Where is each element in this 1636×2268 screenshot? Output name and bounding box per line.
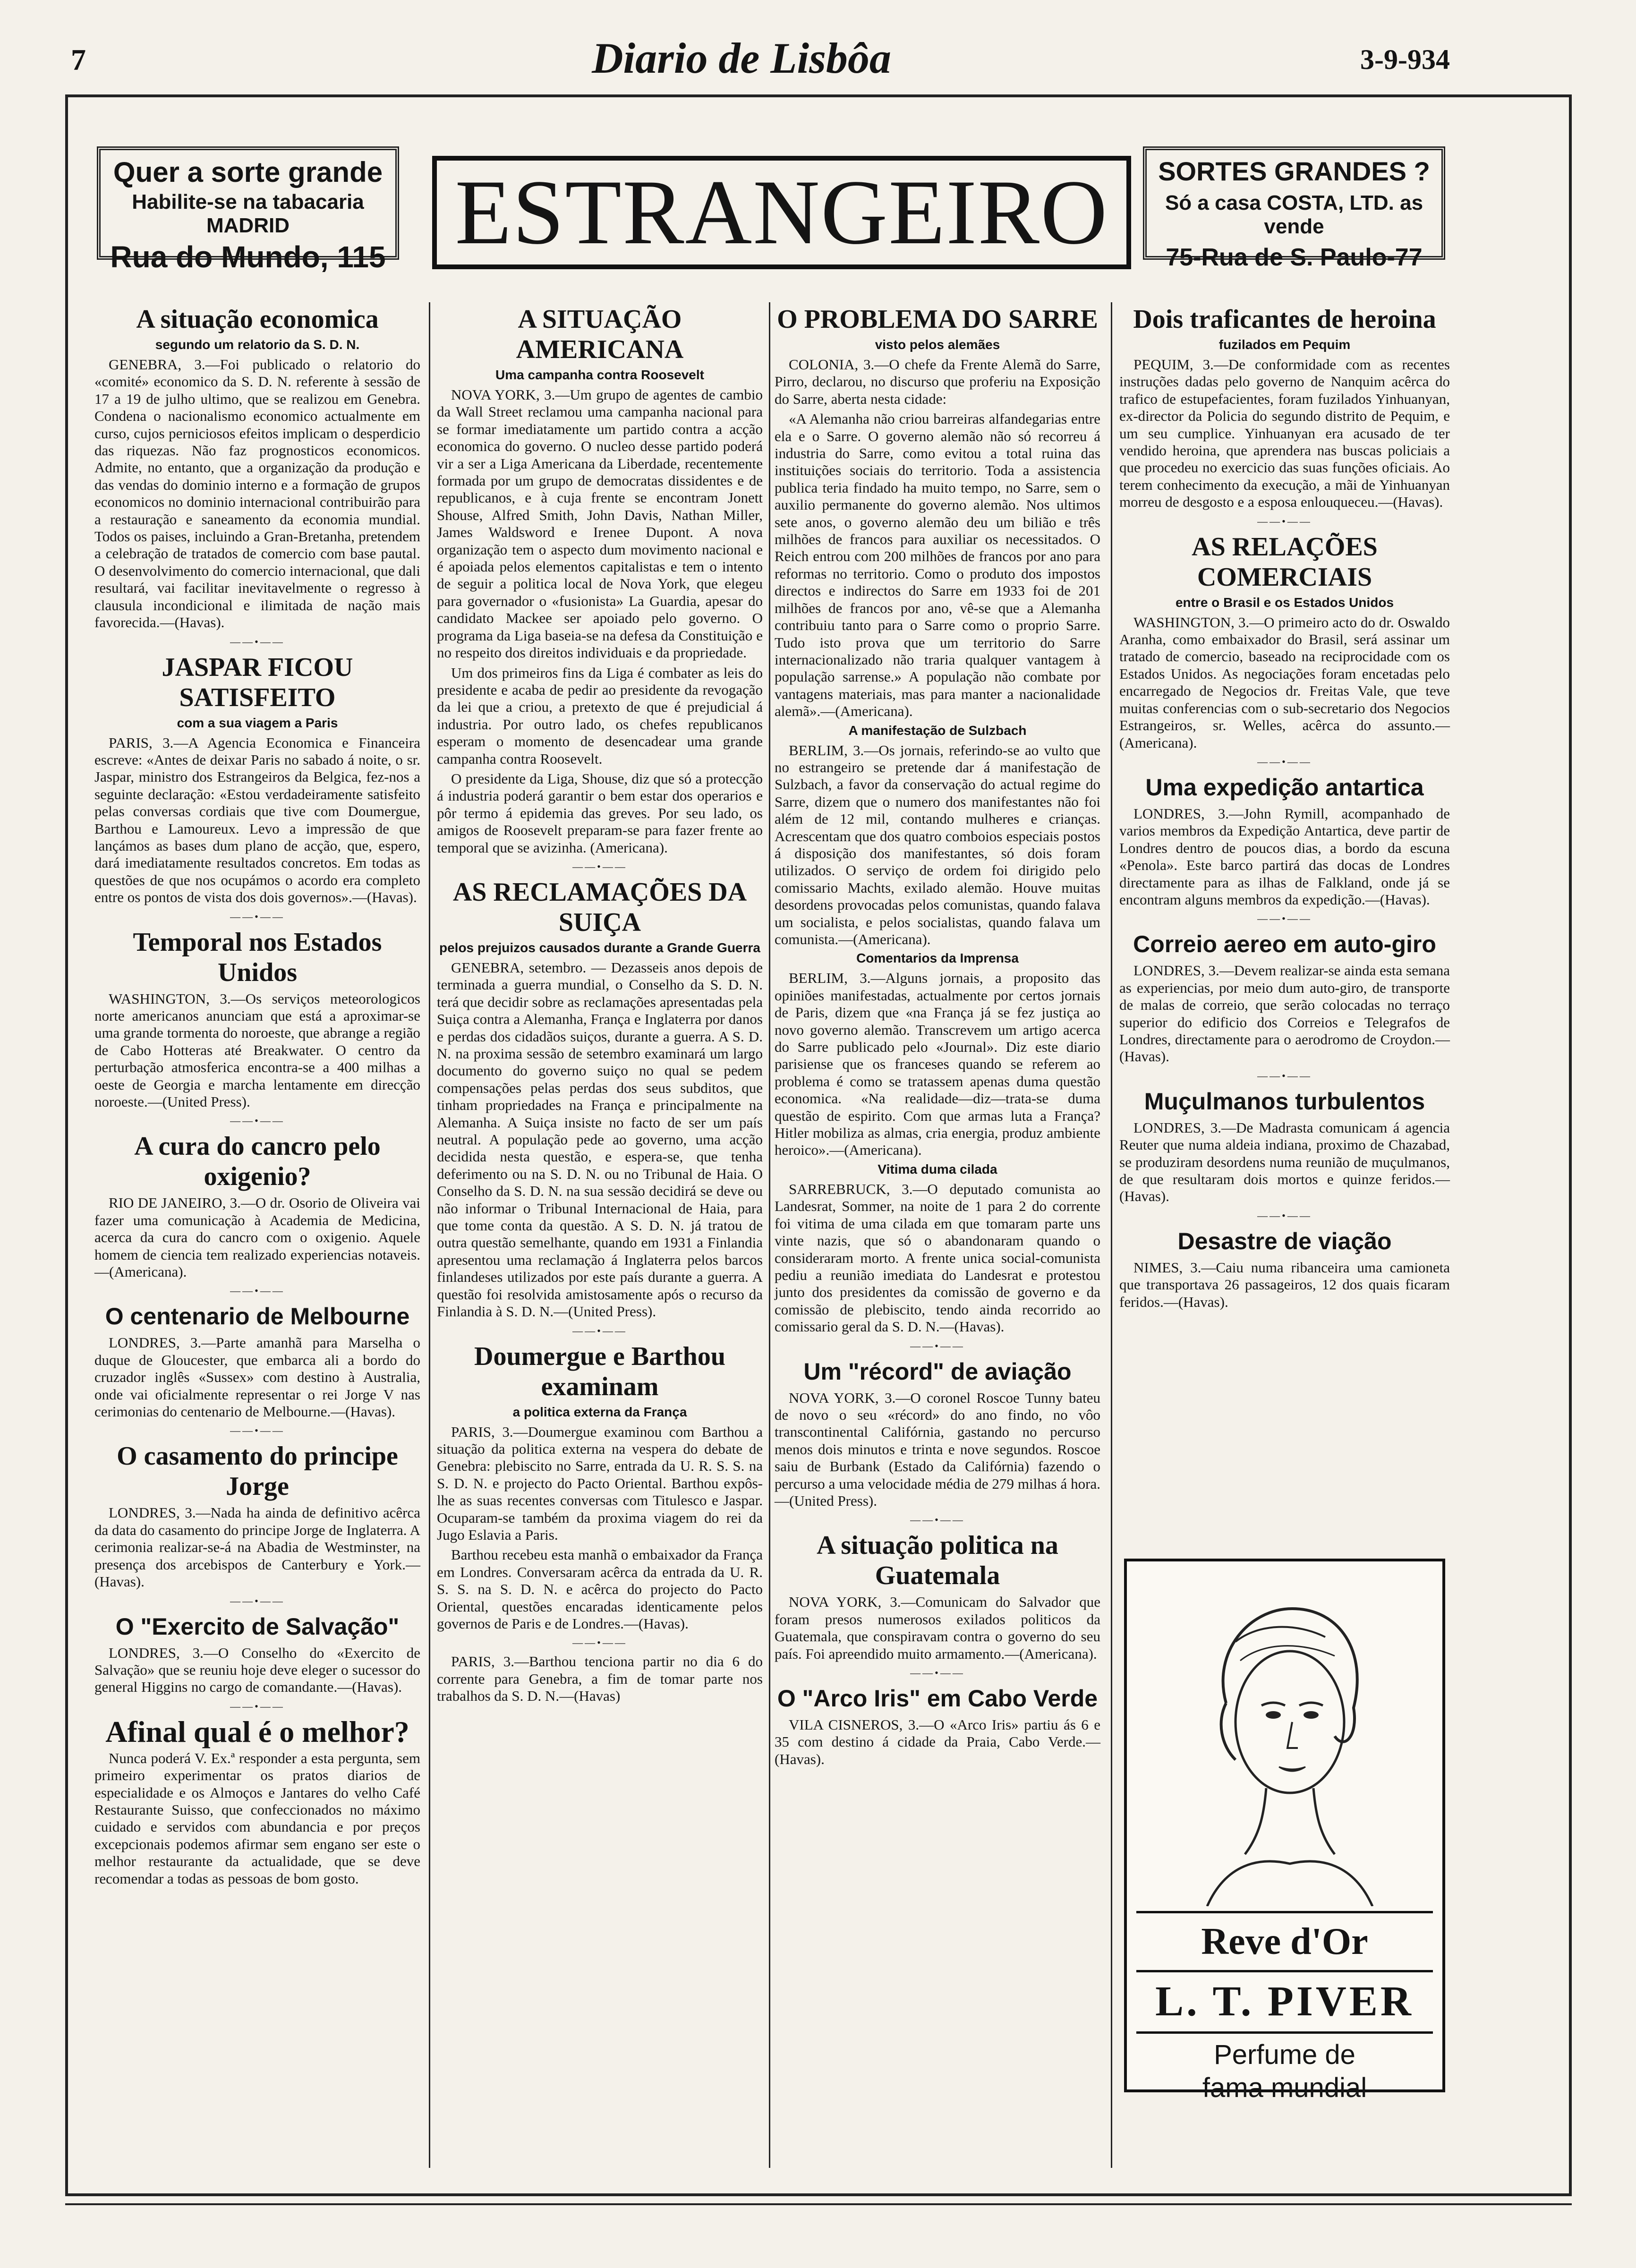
separator: ——•—— xyxy=(910,1667,965,1679)
article-body: O presidente da Liga, Shouse, diz que só a protecção á industria poderá garantir o bem estar dos operarios e pôr termo á epidemia das greves. Por seu lado, os amigos de Roosevelt preparam-se para fazer frente ao temporal que se avizinha. (Americana). xyxy=(437,770,763,856)
article-swiss-claims xyxy=(437,877,763,1321)
column-3 xyxy=(775,302,1100,1771)
newspaper-masthead: Diario de Lisbôa xyxy=(592,34,891,82)
column-4 xyxy=(1119,302,1450,1313)
article-commercial-relations xyxy=(1119,532,1450,751)
perfume-maker: L. T. PIVER xyxy=(1155,1978,1414,2025)
article-body: Barthou recebeu esta manhã o embaixador da França em Londres. Conversaram acêrca da entrada da U. R. S. S. na S. D. N. e acêrca do projecto do Pacto Oriental, questões encaradas identicamente pelos governos de Paris e de Londres.—(Havas). xyxy=(437,1546,763,1632)
perfume-tagline xyxy=(1127,2038,1442,2105)
ad-address: Rua do Mundo, 115 xyxy=(110,240,386,274)
page-bottom-rule xyxy=(65,2203,1572,2205)
article-body: BERLIM, 3.—Alguns jornais, a proposito das opiniões manifestadas, actualmente por certos jornais de Paris, dizem que «na França já se fez justiça ao novo governo alemão. Transcrevem um artigo acerca do Sarre publicado pelo «Journal». Diz este diario parisiense que os franceses quando se referem ao problema é como se tratassem apenas duma questão economica. «Na realidade—diz—trata-se duma questão de espirito. Com que armas luta a França? Hitler mobiliza as almas, cria energia, produz ambiente heroico».—(Americana). xyxy=(775,970,1100,1159)
headline: Desastre de viação xyxy=(1177,1228,1392,1254)
article-press-comments xyxy=(775,951,1100,1159)
ad-rule xyxy=(1136,1911,1433,1913)
headline: Correio aereo em auto-giro xyxy=(1133,931,1436,958)
column-divider xyxy=(429,302,430,2168)
article-arco-iris xyxy=(775,1683,1100,1768)
column-divider xyxy=(1111,302,1112,2168)
headline: O PROBLEMA DO SARRE xyxy=(777,305,1098,334)
article-body: PARIS, 3.—Barthou tenciona partir no dia 6 do corrente para Genebra, a fim de tomar parte nos trabalhos da S. D. N.—(Havas) xyxy=(437,1653,763,1705)
ad-headline: Quer a sorte grande xyxy=(113,156,383,188)
article-american-situation xyxy=(437,304,763,856)
separator: ——•—— xyxy=(572,1324,627,1337)
separator: ——•—— xyxy=(910,1339,965,1352)
article-body: LONDRES, 3.—Devem realizar-se ainda esta semana as experiencias, por meio dum auto-giro, de transporte de malas de correio, que serão colocadas no terraço superior do edificio dos Correios e Telegrafos de Londres, directamente para o aerodromo de Croydon.—(Havas). xyxy=(1119,962,1450,1065)
article-autogiro-mail xyxy=(1119,929,1450,1065)
article-body: LONDRES, 3.—O Conselho do «Exercito de Salvação» que se reuniu hoje deve eleger o sucessor do general Higgins no cargo de comandante.—(Havas). xyxy=(94,1644,420,1696)
article-body: GENEBRA, 3.—Foi publicado o relatorio do «comité» economico da S. D. N. referente à sessão de 17 a 19 de julho ultimo, que se realizou em Genebra. Condena o nacionalismo economico actualmente em curso, cujos perniciosos efeitos implicam o desperdicio das riquezas. Não faz prognosticos economicos. Admite, no entanto, que a organização da produção e das vendas do dominio interno e a formação de grupos economicos no dominio internacional contribuirão para a restauração e saneamento da economia mundial. Todos os paises, incluindo a Gran-Bretanha, pretendem a celebração de tratados de comercio com base pautal. O desenvolvimento do comercio internacional, que dali resultará, vai facilitar inevitavelmente o regresso à clausula incondicional e ilimitada de nação mais favorecida.—(Havas). xyxy=(94,356,420,631)
separator: ——•—— xyxy=(1257,1069,1312,1082)
article-body: NIMES, 3.—Caiu numa ribanceira uma camioneta que transportava 26 passageiros, 12 dos quais ficaram feridos.—(Havas). xyxy=(1119,1259,1450,1310)
separator: ——•—— xyxy=(230,1594,285,1607)
article-body: Um dos primeiros fins da Liga é combater as leis do presidente e acaba de pedir ao presidente da revogação da lei que a criou, a pretexto de que é prejudicial á industria. Por outro lado, os chefes republicanos esperam o momento de desencadear uma grande campanha contra Roosevelt. xyxy=(437,664,763,767)
article-body: NOVA YORK, 3.—Um grupo de agentes de cambio da Wall Street reclamou uma campanha nacional para se formar imediatamente um partido contra a acção economica do governo. O nucleo desse partido poderá vir a ser a Liga Americana da Liberdade, recentemente formada por um grupo de democratas dissidentes e de republicanos, e à cuja frente se encontram Jonett Shouse, Alfred Smith, John Davis, Nathan Miller, James Waldsword e Irenee Dupont. A nova organização tem o aspecto dum movimento nacional e é apoiada pelos elementos capitalistas e tem o intento de seguir a politica local de Nova York, que elegeu para governador o «fusionista» La Guardia, apesar do candidato Mackee ser apoiado pelo governo. O programa da Liga baseia-se na defesa da Constituição e no respeito dos direitos individuais e da propriedade. xyxy=(437,386,763,661)
headline: Dois traficantes de heroina xyxy=(1133,305,1436,334)
separator: ——•—— xyxy=(230,1115,285,1127)
article-body: WASHINGTON, 3.—Os serviços meteorologicos norte americanos anunciam que está a aproximar-se uma grande tormenta do noroeste, que abrange a região de Cabo Hotteras até Breakwater. O centro da perturbação atmosferica encontra-se a 400 milhas a oeste de Georgia e marcha lentamente em direcção noroeste.—(United Press). xyxy=(94,990,420,1110)
article-saar-problem xyxy=(775,304,1100,720)
article-body: RIO DE JANEIRO, 3.—O dr. Osorio de Oliveira vai fazer uma comunicação à Academia de Medicina, acerca da cura do cancro com o oxigenio. Aquele homem de ciencia tem realizado experiencias notaveis.—(Americana). xyxy=(94,1194,420,1280)
article-body: Nunca poderá V. Ex.ª responder a esta pergunta, sem primeiro experimentar os pratos diarios de especialidade e os Almoços e Jantares do velho Café Restaurante Suisso, que confeccionados no máximo cuidado e servidos com abundancia e por preços excepcionais podemos afirmar sem engano ser este o melhor restaurante da actualidade, que se deve recomendar a todas as pessoas de bom gosto. xyxy=(94,1749,420,1887)
headline: AS RECLAMAÇÕES DA SUIÇA xyxy=(452,877,747,937)
headline: O "Arco Iris" em Cabo Verde xyxy=(777,1685,1098,1712)
subheadline: fuzilados em Pequim xyxy=(1218,337,1351,352)
lottery-ad-costa xyxy=(1143,146,1445,271)
article-body: PARIS, 3.—A Agencia Economica e Financeira escreve: «Antes de deixar Paris no sabado á noite, o sr. Jaspar, ministro dos Estrangeiros da Belgica, fez-nos a seguinte declaração: «Estou verdadeiramente satisfeito pelas conversas cordiais que tive com Doumergue, Barthou e Lamoureux. Levo a impressão de que lançámos as bases dum plano de acção, que, espero, dará imediatamente resultados concretos. Em todas as questões de que nos ocupámos o acordo era completo entre os pontos de vista dos dois governos».—(Havas). xyxy=(94,734,420,906)
article-road-accident xyxy=(1119,1226,1450,1311)
article-economic-situation xyxy=(94,304,420,631)
ad-rule xyxy=(1136,2031,1433,2034)
subheadline: com a sua viagem a Paris xyxy=(177,715,338,730)
headline: O "Exercito de Salvação" xyxy=(115,1613,400,1640)
article-heroin-traffickers xyxy=(1119,304,1450,511)
separator: ——•—— xyxy=(1257,912,1312,925)
article-body: COLONIA, 3.—O chefe da Frente Alemã do Sarre, Pirro, declarou, no discurso que proferiu na Exposição do Sarre, aberta nesta cidade: xyxy=(775,356,1100,407)
headline: Uma expedição antartica xyxy=(1145,774,1424,801)
tagline-line-1: Perfume de xyxy=(1214,2039,1355,2070)
headline: AS RELAÇÕES COMERCIAIS xyxy=(1192,532,1378,592)
headline: Doumergue e Barthou examinam xyxy=(474,1341,725,1401)
headline: Um "récord" de aviação xyxy=(803,1358,1072,1385)
article-melbourne xyxy=(94,1301,420,1420)
headline: A situação economica xyxy=(136,305,379,334)
separator: ——•—— xyxy=(230,1285,285,1297)
subheadline: a politica externa da França xyxy=(512,1404,687,1419)
subheadline: Comentarios da Imprensa xyxy=(856,951,1019,966)
ad-cafe-suisso xyxy=(94,1714,420,1887)
separator: ——•—— xyxy=(230,1424,285,1437)
separator: ——•—— xyxy=(1257,1209,1312,1221)
article-body: BERLIM, 3.—Os jornais, referindo-se ao vulto que no estrangeiro se pretende dar á manifestação de Sulzbach, a favor da conservação do actual regime do Sarre, dizem que o numero dos manifestantes não foi além de 12 mil, contando mulheres e crianças. Acrescentam que dos quatro comboios especiais postos á disposição dos manifestantes, só dois foram utilizados. O serviço de ordem foi dirigido pelo comissario Machts, exilado alemão. Houve muitas desordens provocadas pelos comunistas, quando falava um socialista, e pelos socialistas, quando falava um comunista.—(Americana). xyxy=(775,742,1100,947)
tagline-line-2: fama mundial xyxy=(1202,2072,1367,2103)
article-storm-usa xyxy=(94,927,420,1111)
article-body: WASHINGTON, 3.—O primeiro acto do dr. Oswaldo Aranha, como embaixador do Brasil, será assinar um tratado de comercio, baseado na reciprocidade com os Estados Unidos. As negociações foram encetadas pelo encarregado de Negocios dr. Freitas Vale, que teve muitas conferencias com o sub-secretario dos Negocios Estrangeiros, sr. Welles, acêrca do assunto.—(Americana). xyxy=(1119,614,1450,751)
headline: JASPAR FICOU SATISFEITO xyxy=(162,652,353,712)
article-doumergue-barthou xyxy=(437,1341,763,1705)
headline: A SITUAÇÃO AMERICANA xyxy=(516,305,684,364)
subheadline: Vitima duma cilada xyxy=(878,1161,997,1177)
issue-date: 3-9-934 xyxy=(1360,44,1450,75)
article-body: LONDRES, 3.—Parte amanhã para Marselha o duque de Gloucester, que embarca ali a bordo do cruzador inglês «Sussex» com destino à Australia, onde vai oficialmente representar o rei Jorge V nas cerimonias do centenario de Melbourne.—(Havas). xyxy=(94,1334,420,1420)
perfume-ad xyxy=(1124,1559,1445,2103)
article-ambush-victim xyxy=(775,1162,1100,1336)
section-title: ESTRANGEIRO xyxy=(432,156,1131,269)
article-body: PEQUIM, 3.—De conformidade com as recentes instruções dadas pelo governo de Nanquim acêrca do trafico de estupefacientes, foram fuzilados Yinhuanyan, ex-director da Policia do segundo distrito de Pequim, e um seu cumplice. Yinhuanyan era acusado de ter vendido heroina, que aprendera nas buscas policiais a que procedeu no exercicio das suas funções oficiais. Ao terem conhecimento da execução, a mãi de Yinhuanyan morreu de desgosto e a esposa enlouqueceu.—(Havas). xyxy=(1119,356,1450,511)
article-body: «A Alemanha não criou barreiras alfandegarias entre ela e o Sarre. O governo alemão não só recorreu á industria do Sarre, como evitou a total ruina das instituições sociais do territorio. Toda a assistencia publica teria findado ha muito tempo, no Sarre, sem o auxilio permanente do governo alemão. Nos ultimos sete anos, o governo alemão deu um bilião e três milhões de francos para auxiliar os necessitados. O Reich entrou com 200 milhões de francos por ano para reformas no territorio. Como o produto dos impostos directos e indirectos do Sarre em 1933 foi de 201 milhões de francos por ano, vê-se que a Alemanha contribuiu tanto para o Sarre como o proprio Sarre. Tudo isto prova que um territorio do Sarre internacionalizado não traria qualquer vantagem à população sarrense.» A população não combate por vantagens materiais, mas para manter a nacionalidade alemã».—(Americana). xyxy=(775,410,1100,720)
article-salvation-army xyxy=(94,1611,420,1696)
headline: O casamento do principe Jorge xyxy=(117,1441,398,1501)
separator: ——•—— xyxy=(572,1637,627,1649)
separator: ——•—— xyxy=(572,860,627,872)
article-guatemala xyxy=(775,1530,1100,1663)
headline: A situação politica na Guatemala xyxy=(817,1531,1058,1591)
article-aviation-record xyxy=(775,1356,1100,1510)
article-body: LONDRES, 3.—Nada ha ainda de definitivo acêrca da data do casamento do principe Jorge de Inglaterra. A cerimonia realizar-se-á na Abadia de Westminster, na presença dos arcebispos de Canterbury e York.—(Havas). xyxy=(94,1504,420,1590)
subheadline: entre o Brasil e os Estados Unidos xyxy=(1175,595,1394,610)
article-body: LONDRES, 3.—John Rymill, acompanhado de varios membros da Expedição Antartica, deve partir de Londres dentro de poucos dias, a bordo da escuna «Penola». Este barco partirá das docas de Londres directamente para as ilhas de Falkland, onde já se encontram alguns membros da expedição.—(Havas). xyxy=(1119,805,1450,908)
article-body: NOVA YORK, 3.—Comunicam do Salvador que foram presos numerosos exilados politicos da Guatemala, que conspiravam contra o governo do seu país. Foi apreendido muito armamento.—(Americana). xyxy=(775,1594,1100,1662)
subheadline: segundo um relatorio da S. D. N. xyxy=(155,337,360,352)
separator: ——•—— xyxy=(230,1700,285,1712)
column-1 xyxy=(94,302,420,1890)
separator: ——•—— xyxy=(230,635,285,648)
article-body: PARIS, 3.—Doumergue examinou com Barthou a situação da politica externa na vespera do debate de Genebra: plebiscito no Sarre, entrada da U. R. S. S. na S. D. N. e projecto do Pacto Oriental. Barthou expôs-lhe as suas recentes conversas com Titulesco e Jaspar. Ocuparam-se também da proxima viagem do rei da Jugo Eslavia a Paris. xyxy=(437,1423,763,1543)
article-prince-george xyxy=(94,1441,420,1590)
article-muslims xyxy=(1119,1086,1450,1205)
headline: O centenario de Melbourne xyxy=(105,1303,410,1330)
ad-address: 75-Rua de S. Paulo-77 xyxy=(1166,244,1423,271)
article-body: LONDRES, 3.—De Madrasta comunicam á agencia Reuter que numa aldeia indiana, proximo de Chazabad, se produziram desordens numa reunião de muçulmanos, de que resultaram dois mortos e quinze feridos.—(Havas). xyxy=(1119,1119,1450,1205)
article-body: GENEBRA, setembro. — Dezasseis anos depois de terminada a guerra mundial, o Conselho da S. D. N. terá que decidir sobre as reclamações apresentadas pela Suiça contra a Alemanha, França e Inglaterra por danos e perdas dos cidadãos suiços, durante a guerra. A S. D. N. na proxima sessão de setembro examinará um largo documento do governo suiço no qual se pedem compensações pelas perdas dos seus subditos, que tinham propriedades na França e principalmente na Alemanha. A Suiça insiste no facto de ser um país neutral. A população pede ao governo, uma acção decidida nesta questão, e espera-se, que tenha deferimento ou na S. D. N. ou no Tribunal de Haia. O Conselho da S. D. N. na sua sessão decidirá se deve ou não informar o Tribunal Internacional de Haia, para que tome conta da questão. A S. D. N. já tratou de outra questão semelhante, quando em 1931 a Finlandia apresentou uma reclamação á Inglaterra pelos barcos finlandeses utilizados por este país durante a guerra. A questão foi resolvida amistosamente após o recurso da Finlandia à S. D. N.—(United Press). xyxy=(437,959,763,1320)
woman-portrait-illustration xyxy=(1155,1580,1420,1906)
headline: Afinal qual é o melhor? xyxy=(105,1714,409,1748)
article-cancer-oxygen xyxy=(94,1131,420,1280)
ad-subline: Só a casa COSTA, LTD. as vende xyxy=(1165,191,1423,238)
ad-subline: Habilite-se na tabacaria MADRID xyxy=(132,190,364,237)
ad-headline: SORTES GRANDES ? xyxy=(1158,156,1430,186)
subheadline: Uma campanha contra Roosevelt xyxy=(495,367,704,382)
article-antarctic-expedition xyxy=(1119,772,1450,908)
column-2 xyxy=(437,302,763,1708)
perfume-brand: Reve d'Or xyxy=(1201,1921,1368,1962)
subheadline: visto pelos alemães xyxy=(875,337,1000,352)
page-number: 7 xyxy=(71,43,86,77)
separator: ——•—— xyxy=(230,910,285,922)
ad-rule xyxy=(1136,1970,1433,1972)
subheadline: A manifestação de Sulzbach xyxy=(848,723,1027,738)
article-sulzbach xyxy=(775,723,1100,948)
column-divider xyxy=(769,302,770,2168)
separator: ——•—— xyxy=(1257,755,1312,767)
lottery-ad-madrid xyxy=(97,146,399,274)
article-body: SARREBRUCK, 3.—O deputado comunista ao Landesrat, Sommer, na noite de 1 para 2 do corrente foi vitima de uma cilada em que tomaram parte uns vinte nazis, que só o abandonaram quando o consideraram morto. A frente unica social-comunista pediu a reunião imediata do Landesrat e protestou junto dos presidentes da comissão de governo e da comissão de plebiscito, tendo ainda recorrido ao comissario geral da S. D. N.—(Havas). xyxy=(775,1180,1100,1335)
headline: A cura do cancro pelo oxigenio? xyxy=(134,1132,381,1192)
article-body: NOVA YORK, 3.—O coronel Roscoe Tunny bateu de novo o seu «récord» do ano findo, no vôo transcontinental Califórnia, gastando no percurso menos dois minutos e trinta e nove segundos. Roscoe saiu de Burbank (Estado da Califórnia) fazendo o percurso a uma velocidade média de 279 milhas á hora.—(United Press). xyxy=(775,1389,1100,1509)
separator: ——•—— xyxy=(1257,515,1312,527)
separator: ——•—— xyxy=(910,1514,965,1526)
article-body: VILA CISNEROS, 3.—O «Arco Iris» partiu ás 6 e 35 com destino á cidade da Praia, Cabo Verde.—(Havas). xyxy=(775,1716,1100,1767)
headline: Temporal nos Estados Unidos xyxy=(133,927,382,987)
headline: Muçulmanos turbulentos xyxy=(1144,1088,1425,1115)
article-jaspar xyxy=(94,652,420,906)
subheadline: pelos prejuizos causados durante a Grande Guerra xyxy=(439,940,760,955)
